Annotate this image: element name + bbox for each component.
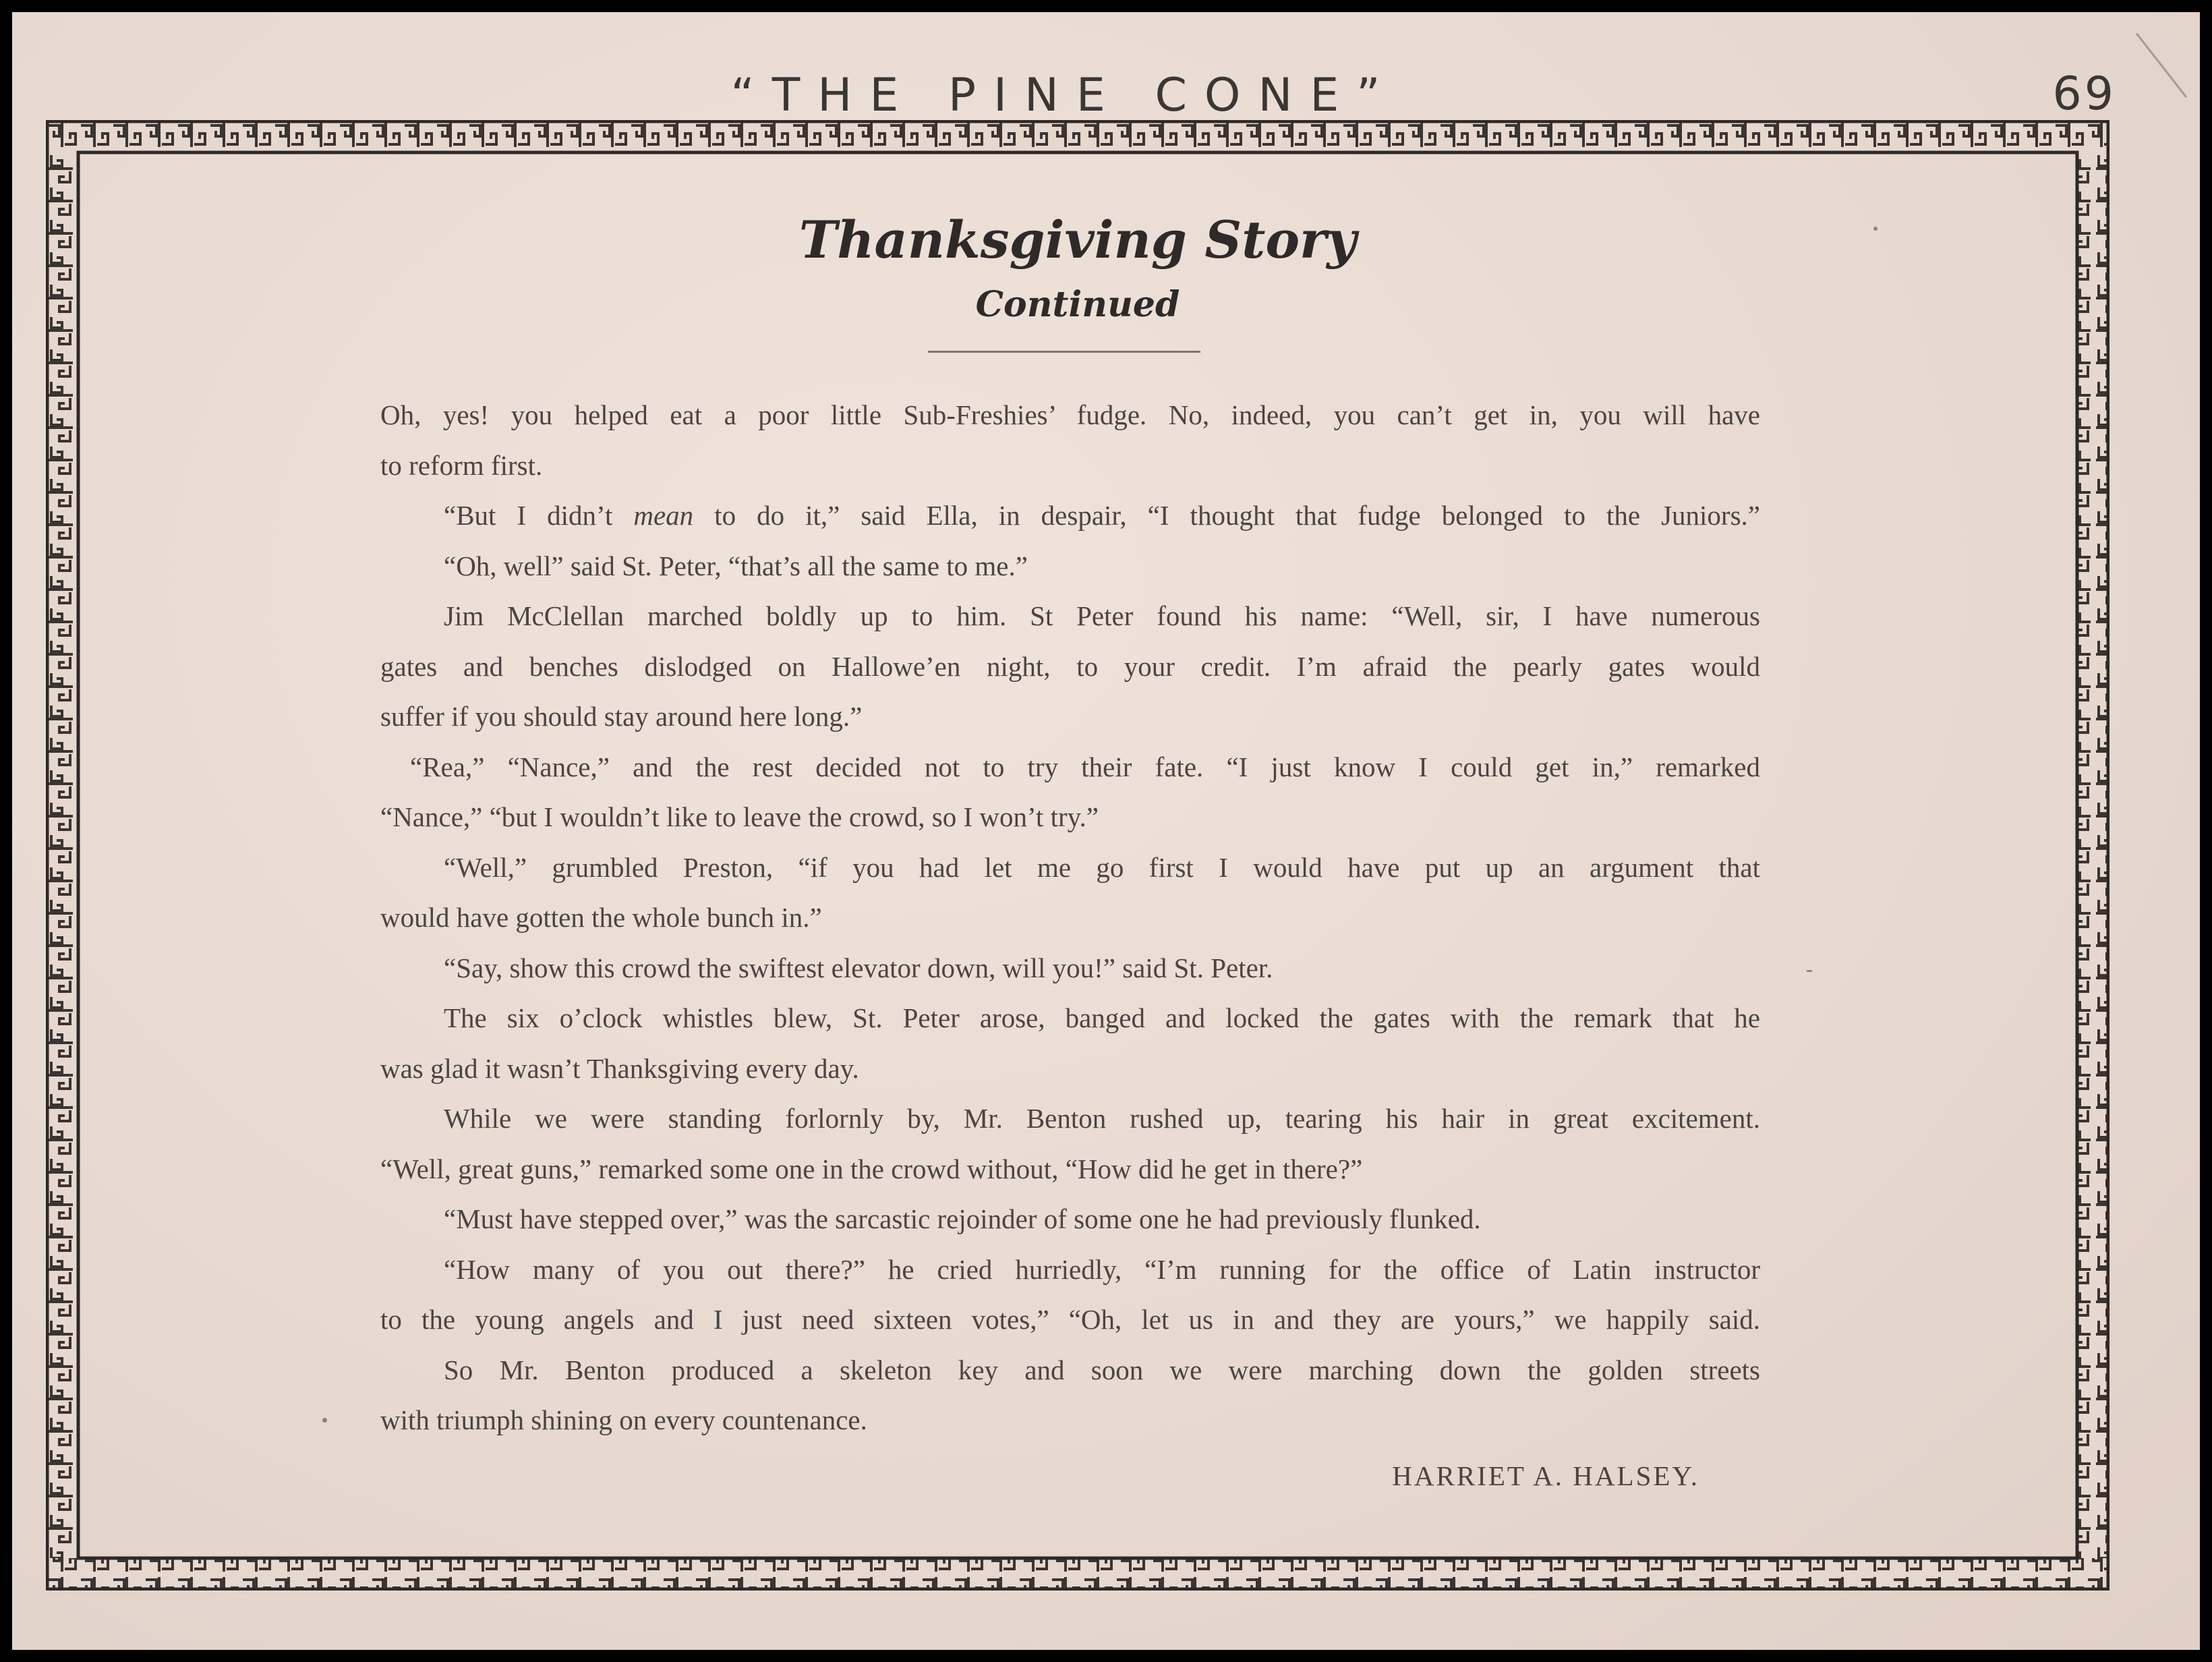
text-line: Oh, yes! you helped eat a poor little Sub-Freshies’ fudge. No, indeed, you can’t get in, you will have bbox=[380, 399, 1760, 430]
text-line: So Mr. Benton produced a skeleton key and soon we were marching down the golden streets bbox=[444, 1354, 1760, 1385]
title-rule bbox=[928, 351, 1200, 353]
text-line: The six o’clock whistles blew, St. Peter arose, banged and locked the gates with the remark that he bbox=[444, 1002, 1760, 1033]
text-line: “Nance,” “but I wouldn’t like to leave the crowd, so I won’t try.” bbox=[380, 801, 1099, 832]
text-line: suffer if you should stay around here long.” bbox=[380, 701, 863, 732]
running-title: “THE PINE CONE” bbox=[730, 69, 1398, 122]
italic-word: mean bbox=[633, 500, 694, 531]
text-line: to reform first. bbox=[380, 449, 543, 481]
text-line: was glad it wasn’t Thanksgiving every day. bbox=[380, 1052, 859, 1084]
article-body bbox=[380, 390, 1760, 1501]
article-title: Thanksgiving Story bbox=[798, 210, 1357, 270]
border-top bbox=[49, 123, 2107, 152]
text-line: While we were standing forlornly by, Mr. Benton rushed up, tearing his hair in great excitement. bbox=[444, 1103, 1760, 1134]
corner-crease bbox=[2136, 33, 2187, 98]
author-signature: HARRIET A. HALSEY. bbox=[1392, 1460, 1699, 1491]
text-line: “Rea,” “Nance,” and the rest decided not to try their fate. “I just know I could get in,” remarked bbox=[410, 751, 1760, 782]
border-bottom bbox=[49, 1558, 2107, 1588]
text-line: to the young angels and I just need sixteen votes,” “Oh, let us in and they are yours,” we happily said. bbox=[380, 1304, 1760, 1335]
book-page bbox=[12, 12, 2200, 1650]
text-line: would have gotten the whole bunch in.” bbox=[380, 902, 822, 933]
text-run: to do it,” said Ella, in despair, “I thought that fudge belonged to the Juniors.” bbox=[693, 500, 1760, 531]
text-line: “Say, show this crowd the swiftest elevator down, will you!” said St. Peter. bbox=[444, 952, 1273, 983]
text-line: Jim McClellan marched boldly up to him. St Peter found his name: “Well, sir, I have numerous bbox=[444, 600, 1760, 631]
text-line: “Oh, well” said St. Peter, “that’s all the same to me.” bbox=[444, 550, 1028, 581]
page-number: 69 bbox=[2052, 67, 2116, 121]
text-line bbox=[380, 490, 1760, 541]
text-line: “Must have stepped over,” was the sarcastic rejoinder of some one he had previously flunked. bbox=[444, 1203, 1481, 1234]
border-right bbox=[2077, 152, 2107, 1558]
article-subtitle: Continued bbox=[975, 284, 1180, 325]
text-line: “Well, great guns,” remarked some one in the crowd without, “How did he get in there?” bbox=[380, 1153, 1363, 1184]
text-line: “Well,” grumbled Preston, “if you had let me go first I would have put up an argument that bbox=[444, 851, 1760, 883]
text-line: with triumph shining on every countenance. bbox=[380, 1404, 867, 1435]
paper-speck bbox=[1806, 970, 1813, 972]
paper-speck bbox=[1873, 227, 1878, 231]
border-left bbox=[49, 152, 78, 1558]
text-run: “But I didn’t bbox=[444, 500, 634, 531]
text-line: “How many of you out there?” he cried hurriedly, “I’m running for the office of Latin instructor bbox=[444, 1253, 1760, 1285]
paper-speck bbox=[322, 1418, 327, 1423]
text-line: gates and benches dislodged on Hallowe’en night, to your credit. I’m afraid the pearly gates would bbox=[380, 650, 1760, 682]
